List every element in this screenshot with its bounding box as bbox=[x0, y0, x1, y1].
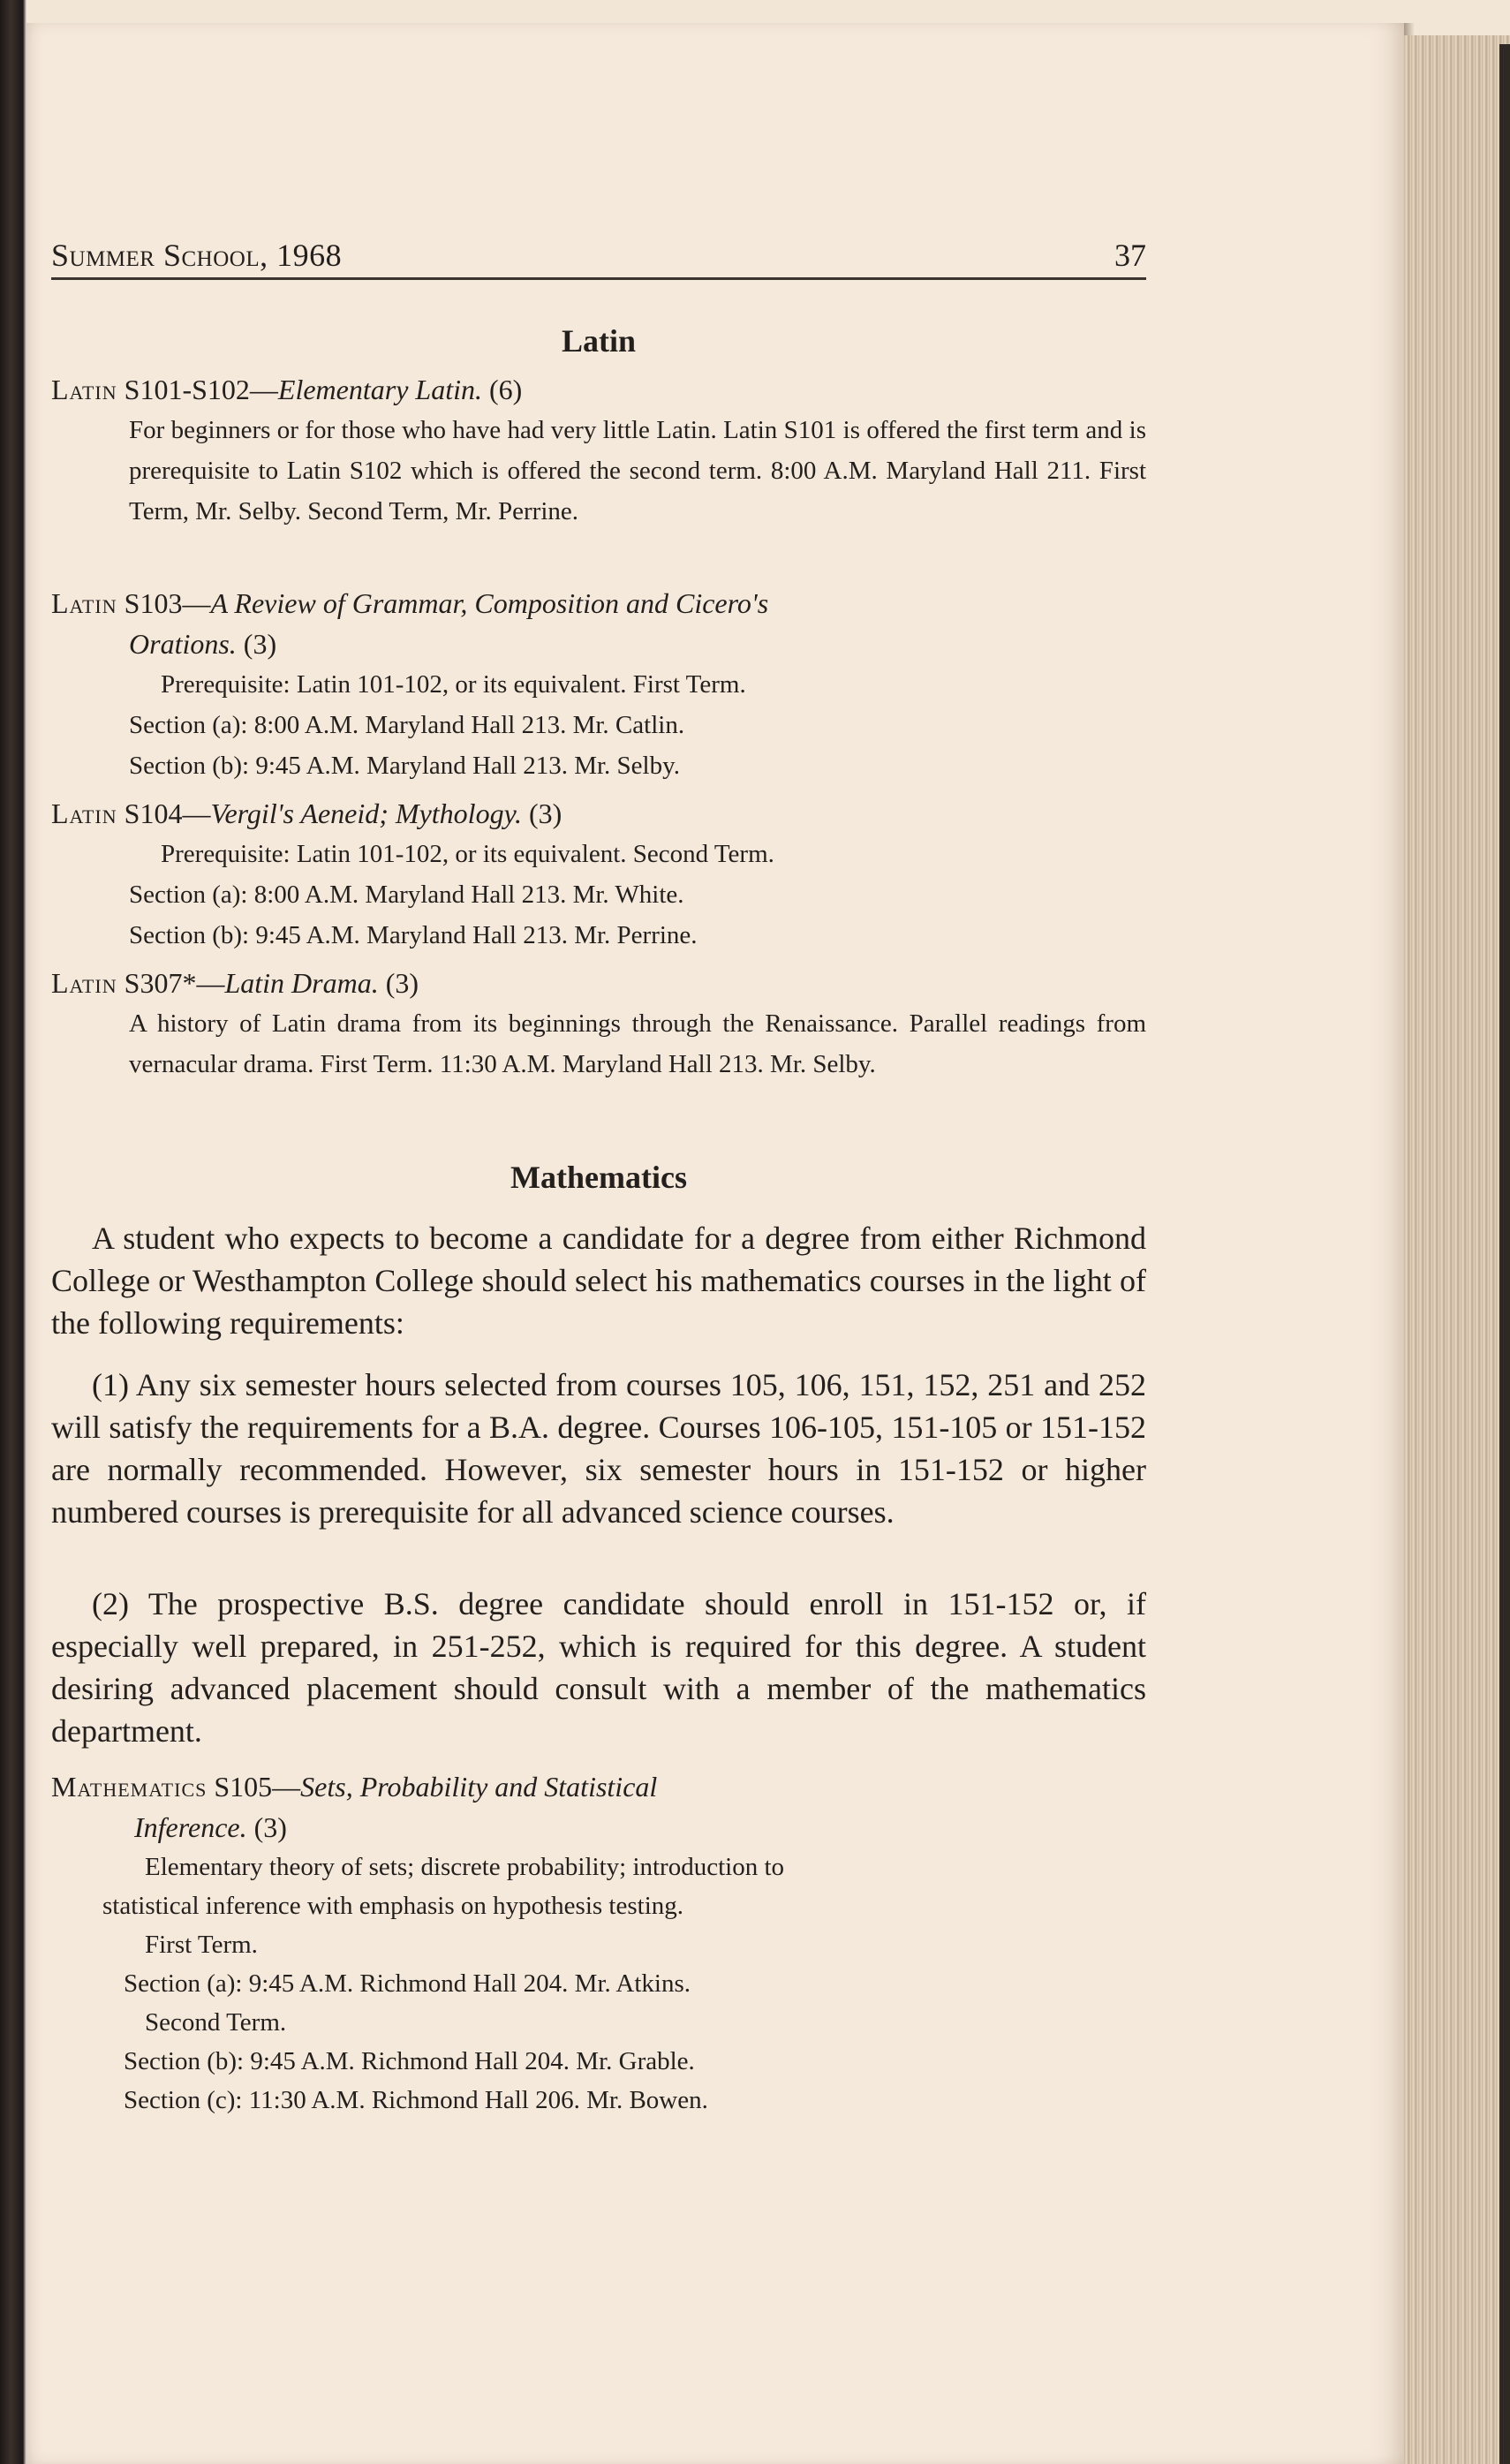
course-title: Latin Drama. bbox=[224, 967, 379, 999]
course-title: Elementary Latin. bbox=[277, 374, 482, 405]
course-section: Section (a): 9:45 A.M. Richmond Hall 204. Mr. Atkins. bbox=[124, 1969, 691, 1998]
text-block bbox=[51, 237, 1146, 2114]
course-title-line bbox=[51, 963, 1146, 1003]
course-latin-s103 bbox=[51, 583, 1146, 786]
course-credits: (3) bbox=[253, 1811, 287, 1843]
running-head bbox=[51, 237, 1146, 280]
course-title-line bbox=[51, 369, 1146, 410]
course-credits: (3) bbox=[243, 628, 277, 660]
course-latin-s307 bbox=[51, 963, 1146, 1085]
course-latin-s104 bbox=[51, 793, 1146, 956]
course-prerequisite: Prerequisite: Latin 101-102, or its equivalent. First Term. bbox=[161, 670, 746, 699]
course-description-line: statistical inference with emphasis on hypothesis testing. bbox=[102, 1892, 684, 1920]
running-head-title: Summer School, 1968 bbox=[51, 238, 343, 273]
course-credits: (6) bbox=[488, 374, 523, 405]
dept-label: Latin bbox=[51, 967, 117, 999]
course-section: Section (a): 8:00 A.M. Maryland Hall 213. Mr. Catlin. bbox=[129, 711, 685, 739]
mathematics-intro: A student who expects to become a candidate for a degree from either Richmond College or Westhampton College should select his mathematics courses in the light of the following requirements: bbox=[51, 1221, 1146, 1341]
course-description: A history of Latin drama from its beginnings through the Renaissance. Parallel readings from vernacular drama. First Term. 11:30 A.M. Maryland Hall 213. Mr. Selby. bbox=[129, 1009, 1146, 1078]
course-title: A Review of Grammar, Composition and Cicero's bbox=[210, 587, 769, 619]
course-prerequisite: Prerequisite: Latin 101-102, or its equivalent. Second Term. bbox=[161, 840, 774, 868]
requirement-2: (2) The prospective B.S. degree candidate should enroll in 151-152 or, if especially well prepared, in 251-252, which is required for this degree. A student desiring advanced placement should consult with a member of the mathematics department. bbox=[51, 1586, 1146, 1749]
page-edges bbox=[1404, 35, 1510, 2464]
course-number: S101-S102— bbox=[124, 374, 278, 405]
course-credits: (3) bbox=[385, 967, 419, 999]
course-number: S307*— bbox=[124, 967, 225, 999]
course-section: Section (c): 11:30 A.M. Richmond Hall 206. Mr. Bowen. bbox=[124, 2086, 708, 2114]
mathematics-heading: Mathematics bbox=[510, 1160, 687, 1195]
course-number: S103— bbox=[124, 587, 211, 619]
course-title-line bbox=[51, 1766, 1146, 1807]
dept-label: Latin bbox=[51, 587, 117, 619]
course-title-cont: Orations. bbox=[129, 628, 237, 660]
requirement-1: (1) Any six semester hours selected from courses 105, 106, 151, 152, 251 and 252 will satisfy the requirements for a B.A. degree. Courses 106-105, 151-105 or 151-152 are normally recommended. However, six semester hours in 151-152 or higher numbered courses is prerequisite for all advanced science courses. bbox=[51, 1367, 1146, 1530]
course-section: Section (b): 9:45 A.M. Maryland Hall 213. Mr. Selby. bbox=[129, 752, 680, 780]
course-section: Section (b): 9:45 A.M. Maryland Hall 213. Mr. Perrine. bbox=[129, 921, 698, 949]
course-number: S105— bbox=[214, 1771, 301, 1803]
term-label: Second Term. bbox=[145, 2008, 287, 2037]
course-title-line bbox=[51, 583, 1146, 624]
page-number: 37 bbox=[1114, 238, 1146, 273]
course-credits: (3) bbox=[529, 797, 562, 829]
course-latin-s101 bbox=[51, 369, 1146, 532]
dept-label: Mathematics bbox=[51, 1771, 208, 1803]
course-description-line: Elementary theory of sets; discrete probability; introduction to bbox=[145, 1853, 785, 1881]
course-section: Section (a): 8:00 A.M. Maryland Hall 213. Mr. White. bbox=[129, 881, 684, 909]
term-label: First Term. bbox=[145, 1931, 258, 1959]
latin-heading: Latin bbox=[561, 323, 637, 359]
course-section: Section (b): 9:45 A.M. Richmond Hall 204. Mr. Grable. bbox=[124, 2047, 695, 2075]
dept-label: Latin bbox=[51, 374, 117, 405]
course-title: Vergil's Aeneid; Mythology. bbox=[210, 797, 522, 829]
dept-label: Latin bbox=[51, 797, 117, 829]
course-description: For beginners or for those who have had very little Latin. Latin S101 is offered the first term and is prerequisite to Latin S102 which is offered the second term. 8:00 A.M. Maryland Hall 211. First Term, Mr. Selby. Second Term, Mr. Perrine. bbox=[129, 416, 1146, 525]
course-number: S104— bbox=[124, 797, 211, 829]
book-cover-edge bbox=[1499, 44, 1510, 2464]
course-mathematics-s105 bbox=[51, 1766, 1146, 2120]
course-title-cont: Inference. bbox=[134, 1811, 247, 1843]
course-title-line bbox=[51, 793, 1146, 834]
course-title-continued bbox=[51, 624, 1146, 664]
course-title-continued bbox=[51, 1807, 1146, 1848]
course-title: Sets, Probability and Statistical bbox=[300, 1771, 658, 1803]
